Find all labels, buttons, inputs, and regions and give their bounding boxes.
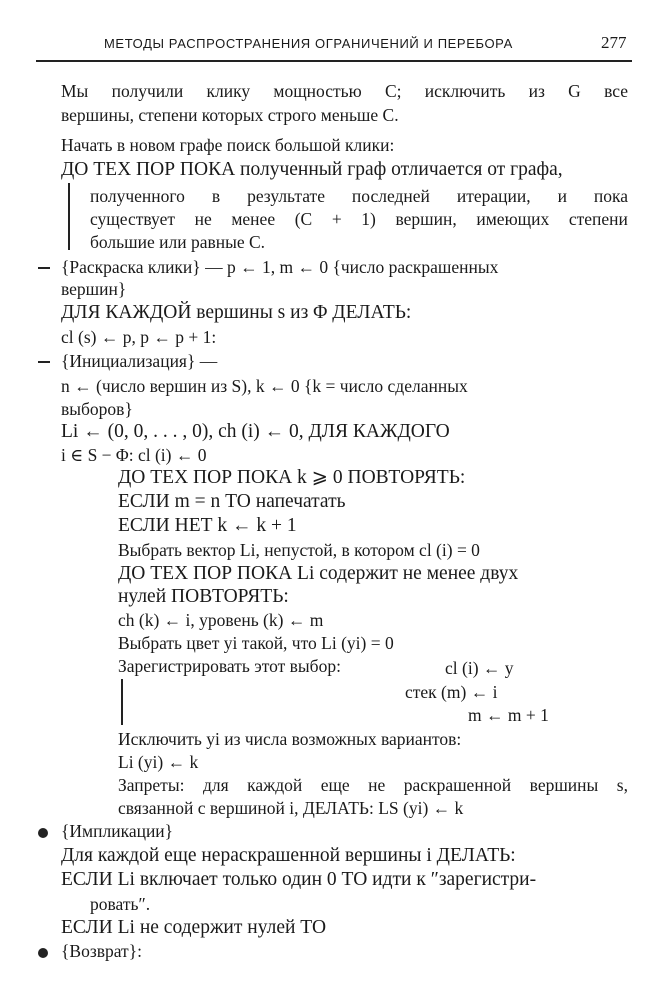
- text-line: ЕСЛИ Li включает только один 0 ТО идти к ″зарегистри-: [61, 869, 537, 890]
- word: в: [211, 186, 221, 206]
- word: мощностью: [273, 81, 362, 101]
- text-line: Li (yi) ← k: [118, 752, 199, 772]
- bullet: [38, 828, 48, 838]
- word: последней: [351, 186, 430, 206]
- text-line: cl (s) ← p, p ← p + 1:: [61, 327, 217, 347]
- text-line: ДО ТЕХ ПОР ПОКА полученный граф отличается от графа,: [61, 159, 563, 180]
- word: s,: [616, 775, 628, 795]
- word: степени: [568, 209, 628, 229]
- text-line: {Раскраска клики} — p ← 1, m ← 0 {число раскрашенных: [61, 257, 499, 277]
- word: существует: [90, 209, 175, 229]
- word: еще: [320, 775, 350, 795]
- word: для: [202, 775, 229, 795]
- text-line: n ← (число вершин из S), k ← 0 {k = число сделанных: [61, 376, 468, 396]
- text-line: Для каждой еще нераскрашенной вершины i ДЕЛАТЬ:: [61, 845, 516, 866]
- word: клику: [206, 81, 251, 101]
- word: получили: [111, 81, 184, 101]
- text-line: Выбрать вектор Li, непустой, в котором cl (i) = 0: [118, 540, 480, 560]
- word: Мы: [61, 81, 89, 101]
- text-line: cl (i) ← y: [445, 658, 514, 678]
- word: все: [604, 81, 628, 101]
- text-line: Выбрать цвет yi такой, что Li (yi) = 0: [118, 633, 394, 653]
- text-line: ЕСЛИ Li не содержит нулей ТО: [61, 917, 327, 938]
- word: итерации,: [456, 186, 531, 206]
- text-line: i ∈ S − Φ: cl (i) ← 0: [61, 445, 207, 465]
- word: каждой: [247, 775, 303, 795]
- text-line: Li ← (0, 0, . . . , 0), ch (i) ← 0, ДЛЯ КАЖДОГО: [61, 421, 450, 442]
- text-line: нулей ПОВТОРЯТЬ:: [118, 586, 289, 607]
- word: вершины: [529, 775, 599, 795]
- text-line: ЕСЛИ НЕТ k ← k + 1: [118, 515, 297, 536]
- text-line: {Инициализация} —: [61, 351, 218, 371]
- word: результате: [247, 186, 325, 206]
- text-line: [118, 774, 628, 796]
- register-bar: [121, 679, 123, 725]
- text-line: {Возврат}:: [61, 941, 142, 961]
- marker-dash: [38, 267, 50, 269]
- text-line: вершин}: [61, 279, 127, 299]
- word: полученного: [90, 186, 185, 206]
- word: 1): [361, 209, 376, 229]
- word: и: [557, 186, 567, 206]
- word: G: [568, 81, 581, 101]
- text-line: ch (k) ← i, уровень (k) ← m: [118, 610, 324, 630]
- text-line: вершины, степени которых строго меньше C.: [61, 105, 399, 125]
- word: исключить: [424, 81, 506, 101]
- loop-bar: [68, 183, 70, 250]
- word: менее: [231, 209, 276, 229]
- text-line: ДЛЯ КАЖДОЙ вершины s из Φ ДЕЛАТЬ:: [61, 302, 412, 323]
- text-line: большие или равные C.: [90, 232, 266, 252]
- word: вершин,: [395, 209, 457, 229]
- text-line: Начать в новом графе поиск большой клики:: [61, 135, 395, 155]
- running-title: МЕТОДЫ РАСПРОСТРАНЕНИЯ ОГРАНИЧЕНИЙ И ПЕРЕБОРА: [104, 36, 513, 51]
- word: из: [528, 81, 545, 101]
- word: пока: [593, 186, 628, 206]
- text-line: ДО ТЕХ ПОР ПОКА Li содержит не менее двух: [118, 563, 519, 584]
- text-line: {Импликации}: [61, 821, 174, 841]
- word: раскрашенной: [403, 775, 512, 795]
- text-line: [61, 80, 628, 102]
- text-line: [90, 185, 628, 207]
- word: C;: [384, 81, 402, 101]
- page-number: 277: [601, 33, 627, 52]
- text-line: m ← m + 1: [468, 705, 549, 725]
- word: +: [331, 209, 342, 229]
- text-line: Зарегистрировать этот выбор:: [118, 656, 341, 676]
- text-line: связанной с вершиной i, ДЕЛАТЬ: LS (yi) ← k: [118, 798, 464, 818]
- header-rule: [36, 60, 632, 62]
- word: не: [368, 775, 386, 795]
- marker-dash: [38, 361, 50, 363]
- text-line: ровать″.: [90, 894, 151, 914]
- text-line: ЕСЛИ m = n ТО напечатать: [118, 491, 346, 512]
- word: не: [194, 209, 212, 229]
- word: имеющих: [476, 209, 550, 229]
- word: (C: [294, 209, 313, 229]
- word: Запреты:: [118, 775, 185, 795]
- text-line: [90, 208, 628, 230]
- text-line: Исключить yi из числа возможных вариантов:: [118, 729, 462, 749]
- text-line: выборов}: [61, 399, 133, 419]
- text-line: ДО ТЕХ ПОР ПОКА k ⩾ 0 ПОВТОРЯТЬ:: [118, 467, 466, 488]
- bullet: [38, 948, 48, 958]
- text-line: стек (m) ← i: [405, 682, 498, 702]
